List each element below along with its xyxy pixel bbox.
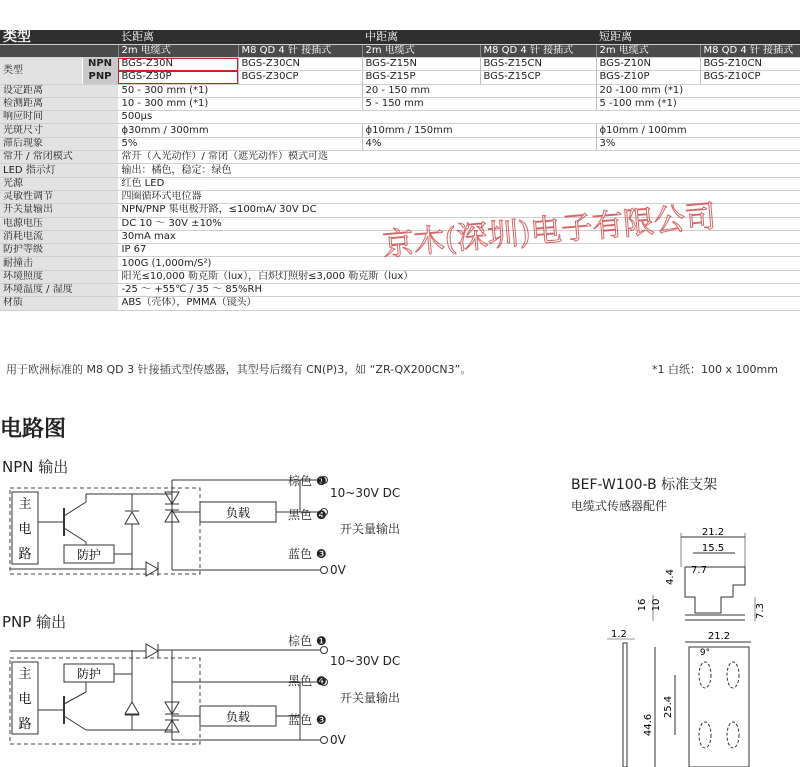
model-cell: BGS-Z10P: [596, 71, 700, 84]
row-value: 四圈循环式电位器: [118, 190, 800, 203]
wire-brown: 棕色 ❶: [288, 474, 327, 488]
row-label: 开关量输出: [0, 204, 118, 217]
dim-label: 9°: [699, 648, 711, 658]
subheader: 2m 电缆式: [362, 45, 480, 58]
wire-switch-output: 开关量输出: [340, 691, 401, 705]
row-label: 耐撞击: [0, 257, 118, 270]
bracket-drawing: [595, 525, 800, 767]
spec-table: [0, 30, 800, 311]
wire-brown: 棕色 ❶: [288, 634, 327, 648]
dim-label: 25.4: [663, 695, 674, 719]
model-cell: BGS-Z10CN: [700, 58, 800, 71]
row-label: 光斑尺寸: [0, 124, 118, 137]
row-label: 电源电压: [0, 217, 118, 230]
wire-black: 黑色 ❹: [288, 674, 327, 688]
subheader: M8 QD 4 针 接插式: [480, 45, 596, 58]
row-value: 输出：橘色，稳定：绿色: [118, 164, 800, 177]
wire-supply: 10~30V DC: [330, 654, 401, 668]
model-cell: BGS-Z30N: [118, 58, 238, 71]
circuit-title: 电路图: [0, 417, 67, 442]
model-cell: BGS-Z10CP: [700, 71, 800, 84]
type-label: 类型: [0, 58, 82, 85]
row-value: ϕ30mm / 300mm: [118, 124, 362, 137]
subheader: 2m 电缆式: [118, 45, 238, 58]
wire-supply: 10~30V DC: [330, 486, 401, 500]
main-circuit-char: 路: [18, 717, 32, 732]
dim-label: 44.6: [643, 713, 654, 737]
subheader: M8 QD 4 针 接插式: [238, 45, 362, 58]
row-label: 常开 / 常闭模式: [0, 151, 118, 164]
wire-switch-output: 开关量输出: [340, 522, 401, 536]
model-cell: BGS-Z15CP: [480, 71, 596, 84]
wire-zero-v: 0V: [330, 733, 346, 747]
model-cell: BGS-Z15N: [362, 58, 480, 71]
pnp-label: PNP: [82, 71, 118, 84]
group-mid: 中距离: [362, 30, 596, 45]
row-value: 20 -100 mm (*1): [596, 84, 800, 97]
row-value: IP 67: [118, 244, 800, 257]
model-cell: BGS-Z30CP: [238, 71, 362, 84]
row-value: 红色 LED: [118, 177, 800, 190]
dim-label: 16: [637, 598, 648, 612]
row-label: 环境照度: [0, 270, 118, 283]
row-label: LED 指示灯: [0, 164, 118, 177]
row-value: ϕ10mm / 100mm: [596, 124, 800, 137]
row-value: 500μs: [118, 111, 800, 124]
main-circuit-char: 电: [18, 522, 32, 537]
row-label: 材质: [0, 297, 118, 310]
dim-label: 10: [651, 598, 662, 612]
bracket-subtitle: 电缆式传感器配件: [571, 499, 668, 513]
row-value: -25 ～ +55℃ / 35 ～ 85%RH: [118, 284, 800, 297]
row-label: 设定距离: [0, 84, 118, 97]
pnp-title: PNP 输出: [2, 613, 67, 631]
watermark: 京木(深圳)电子有限公司: [381, 198, 718, 264]
main-circuit-char: 路: [18, 547, 32, 562]
subheader: M8 QD 4 针 接插式: [700, 45, 800, 58]
row-value: 3%: [596, 137, 800, 150]
dim-label: 7.3: [755, 603, 766, 619]
wire-blue: 蓝色 ❸: [288, 713, 327, 727]
subheader-blank: [0, 45, 118, 58]
dim-label: 21.2: [701, 527, 725, 538]
row-label: 滞后现象: [0, 137, 118, 150]
wire-black: 黑色 ❹: [288, 508, 327, 522]
row-value: NPN/PNP 集电极开路，≤100mA/ 30V DC: [118, 204, 800, 217]
npn-label: NPN: [82, 58, 118, 71]
footnote-right: *1 白纸：100 x 100mm: [652, 363, 778, 376]
row-value: 30mA max: [118, 230, 800, 243]
row-value: 4%: [362, 137, 596, 150]
wire-zero-v: 0V: [330, 563, 346, 577]
row-value: DC 10 ～ 30V ±10%: [118, 217, 800, 230]
row-value: 10 - 300 mm (*1): [118, 97, 362, 110]
row-value: ABS（壳体），PMMA（镜头）: [118, 297, 800, 310]
row-value: 5%: [118, 137, 362, 150]
protect-label: 防护: [76, 667, 102, 681]
group-long: 长距离: [118, 30, 362, 45]
model-cell: BGS-Z30P: [118, 71, 238, 84]
model-cell: BGS-Z10N: [596, 58, 700, 71]
main-circuit-char: 主: [18, 497, 32, 512]
dim-label: 21.2: [707, 631, 731, 642]
row-label: 环境温度 / 湿度: [0, 284, 118, 297]
npn-title: NPN 输出: [2, 458, 69, 476]
load-label: 负载: [225, 506, 251, 520]
row-value: 50 - 300 mm (*1): [118, 84, 362, 97]
subheader: 2m 电缆式: [596, 45, 700, 58]
main-circuit-char: 主: [18, 667, 32, 682]
bracket-title: BEF-W100-B 标准支架: [571, 477, 718, 493]
main-circuit-char: 电: [18, 692, 32, 707]
row-label: 灵敏性调节: [0, 190, 118, 203]
model-cell: BGS-Z15P: [362, 71, 480, 84]
load-label: 负载: [225, 710, 251, 724]
row-value: 5 -100 mm (*1): [596, 97, 800, 110]
row-label: 响应时间: [0, 111, 118, 124]
model-cell: BGS-Z30CN: [238, 58, 362, 71]
row-label: 检测距离: [0, 97, 118, 110]
row-value: 阳光≤10,000 勒克斯（lux），白炽灯照射≤3,000 勒克斯（lux）: [118, 270, 800, 283]
type-header: 类型: [0, 30, 118, 45]
row-value: ϕ10mm / 150mm: [362, 124, 596, 137]
footnote: 用于欧洲标准的 M8 QD 3 针接插式型传感器，其型号后缀有 CN(P)3，如 “ZR-QX200CN3”。: [6, 363, 472, 376]
group-short: 短距离: [596, 30, 800, 45]
row-value: 20 - 150 mm: [362, 84, 596, 97]
row-value: 5 - 150 mm: [362, 97, 596, 110]
row-label: 防护等级: [0, 244, 118, 257]
dim-label: 15.5: [701, 543, 725, 554]
dim-label: 7.7: [691, 565, 707, 576]
dim-label: 1.2: [611, 629, 627, 640]
row-value: 100G (1,000m/S²): [118, 257, 800, 270]
wire-blue: 蓝色 ❸: [288, 547, 327, 561]
row-label: 消耗电流: [0, 230, 118, 243]
row-value: 常开（入光动作）/ 常闭（遮光动作）模式可选: [118, 151, 800, 164]
dim-label: 4.4: [665, 569, 676, 585]
protect-label: 防护: [76, 548, 102, 562]
row-label: 光源: [0, 177, 118, 190]
model-cell: BGS-Z15CN: [480, 58, 596, 71]
